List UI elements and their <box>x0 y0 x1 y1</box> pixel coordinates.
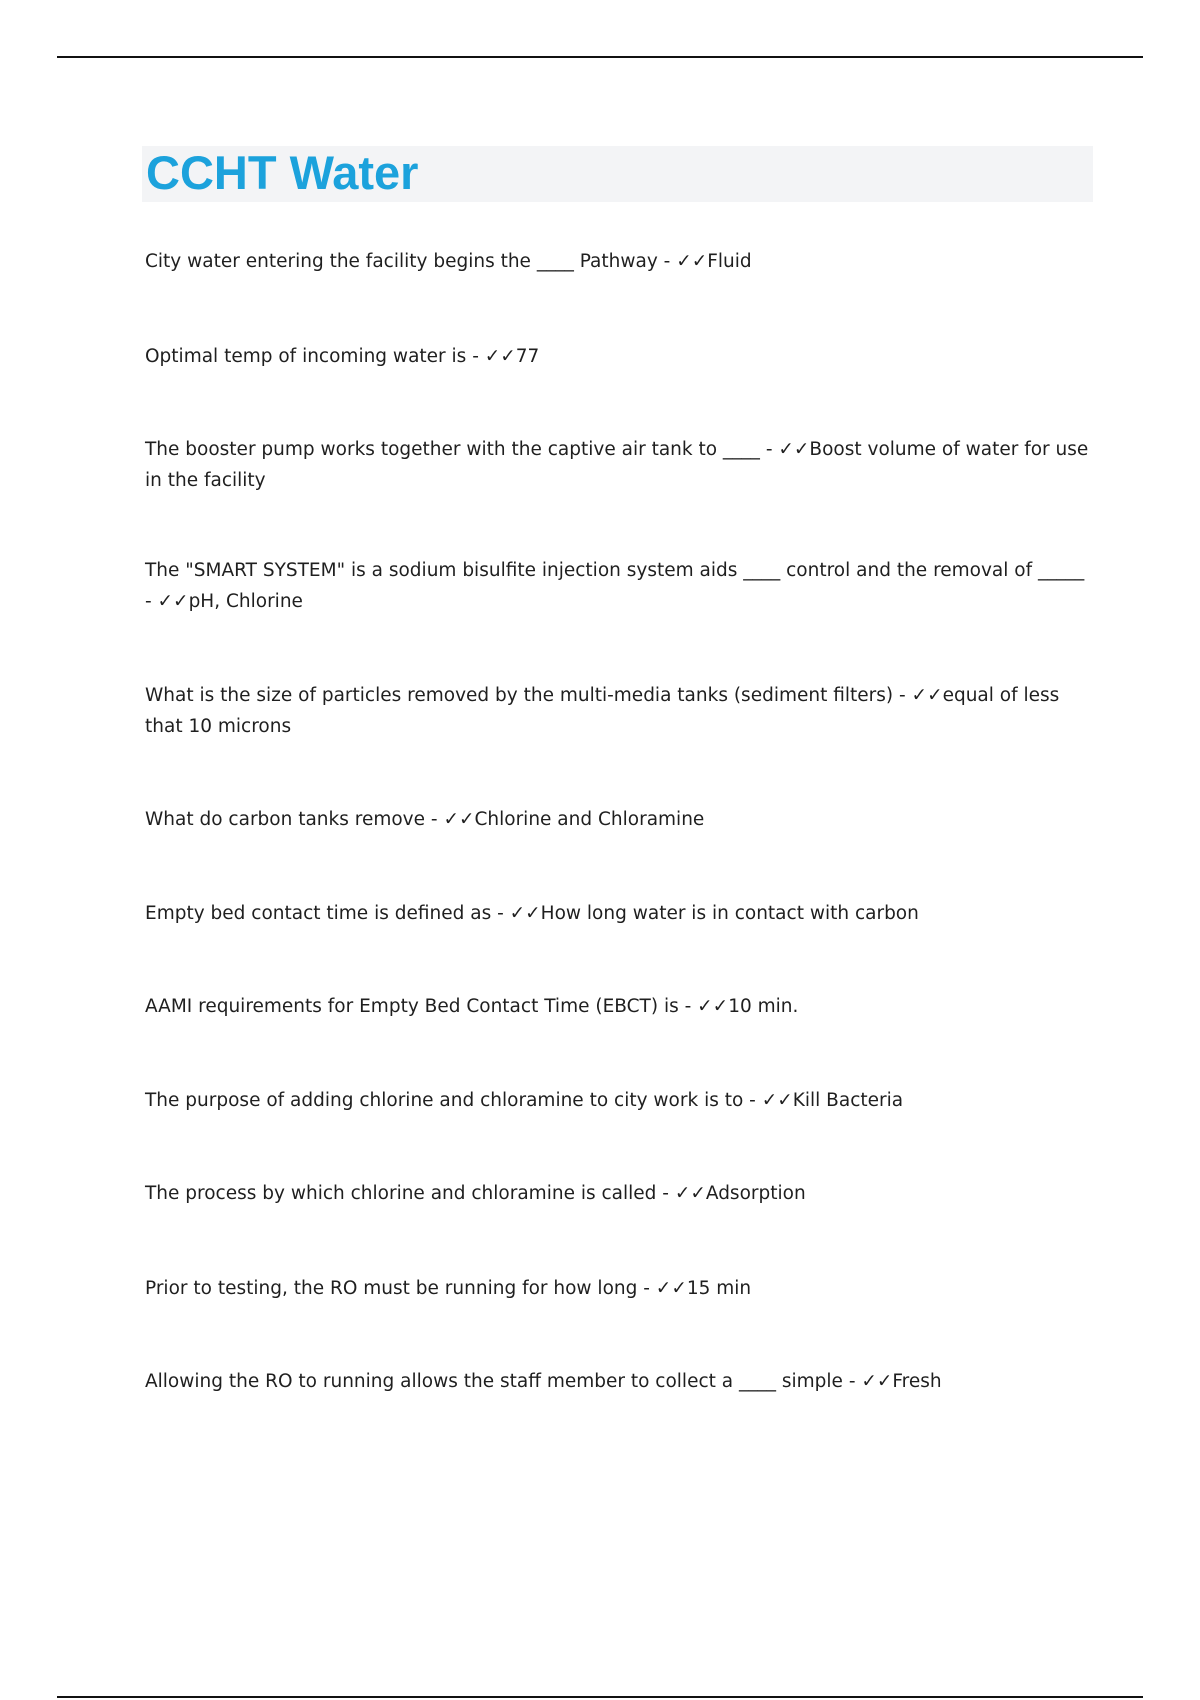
answer-text: Adsorption <box>705 1183 806 1204</box>
question-text: The purpose of adding chlorine and chloramine to city work is to <box>145 1090 744 1111</box>
question-text: Empty bed contact time is defined as <box>145 903 492 924</box>
answer-separator: - ✓✓ <box>893 685 943 706</box>
question-text: Optimal temp of incoming water is <box>145 346 467 367</box>
qa-item <box>145 898 1090 929</box>
question-text: The "SMART SYSTEM" is a sodium bisulfite injection system aids ____ control and the removal of _____ <box>145 560 1085 581</box>
answer-separator: - ✓✓ <box>743 1090 793 1111</box>
answer-text: Chlorine and Chloramine <box>474 809 705 830</box>
question-text: What do carbon tanks remove <box>145 809 426 830</box>
answer-separator: - ✓✓ <box>637 1278 687 1299</box>
answer-separator: - ✓✓ <box>656 1183 706 1204</box>
qa-item <box>145 991 1090 1022</box>
qa-item <box>145 246 1090 277</box>
answer-separator: - ✓✓ <box>145 591 189 612</box>
top-rule <box>57 56 1143 58</box>
qa-item <box>145 1178 1090 1209</box>
answer-separator: - ✓✓ <box>842 1371 893 1392</box>
answer-text: Fresh <box>892 1371 942 1392</box>
qa-item <box>145 680 1090 742</box>
document-title: CCHT Water <box>146 146 419 199</box>
answer-text: 77 <box>515 346 540 367</box>
qa-item <box>145 434 1090 496</box>
question-text: City water entering the facility begins the ____ Pathway <box>145 251 658 272</box>
qa-item <box>145 1366 1090 1397</box>
answer-separator: - ✓✓ <box>491 903 541 924</box>
question-text: The process by which chlorine and chloramine is called <box>145 1183 657 1204</box>
answer-text: 15 min <box>686 1278 752 1299</box>
qa-item <box>145 555 1090 617</box>
answer-separator: - ✓✓ <box>425 809 475 830</box>
answer-text: Fluid <box>707 251 752 272</box>
bottom-rule <box>57 1696 1143 1698</box>
qa-item <box>145 804 1090 835</box>
question-text: AAMI requirements for Empty Bed Contact Time (EBCT) is <box>145 996 679 1017</box>
answer-separator: - ✓✓ <box>657 251 708 272</box>
answer-text: Boost volume of water for use in the facility <box>145 439 1089 491</box>
question-text: Allowing the RO to running allows the staff member to collect a ____ simple <box>145 1371 843 1392</box>
answer-text: equal of less that 10 microns <box>145 685 1060 737</box>
answer-text: How long water is in contact with carbon <box>540 903 919 924</box>
qa-item <box>145 1273 1090 1304</box>
question-text: What is the size of particles removed by the multi-media tanks (sediment filters) <box>145 685 894 706</box>
qa-item <box>145 1085 1090 1116</box>
answer-separator: - ✓✓ <box>678 996 729 1017</box>
answer-text: 10 min. <box>728 996 799 1017</box>
answer-separator: - ✓✓ <box>466 346 516 367</box>
question-text: The booster pump works together with the captive air tank to ____ <box>145 439 760 460</box>
qa-item <box>145 341 1090 372</box>
question-text: Prior to testing, the RO must be running for how long <box>145 1278 638 1299</box>
answer-text: Kill Bacteria <box>792 1090 904 1111</box>
answer-separator: - ✓✓ <box>759 439 810 460</box>
answer-text: pH, Chlorine <box>188 591 303 612</box>
